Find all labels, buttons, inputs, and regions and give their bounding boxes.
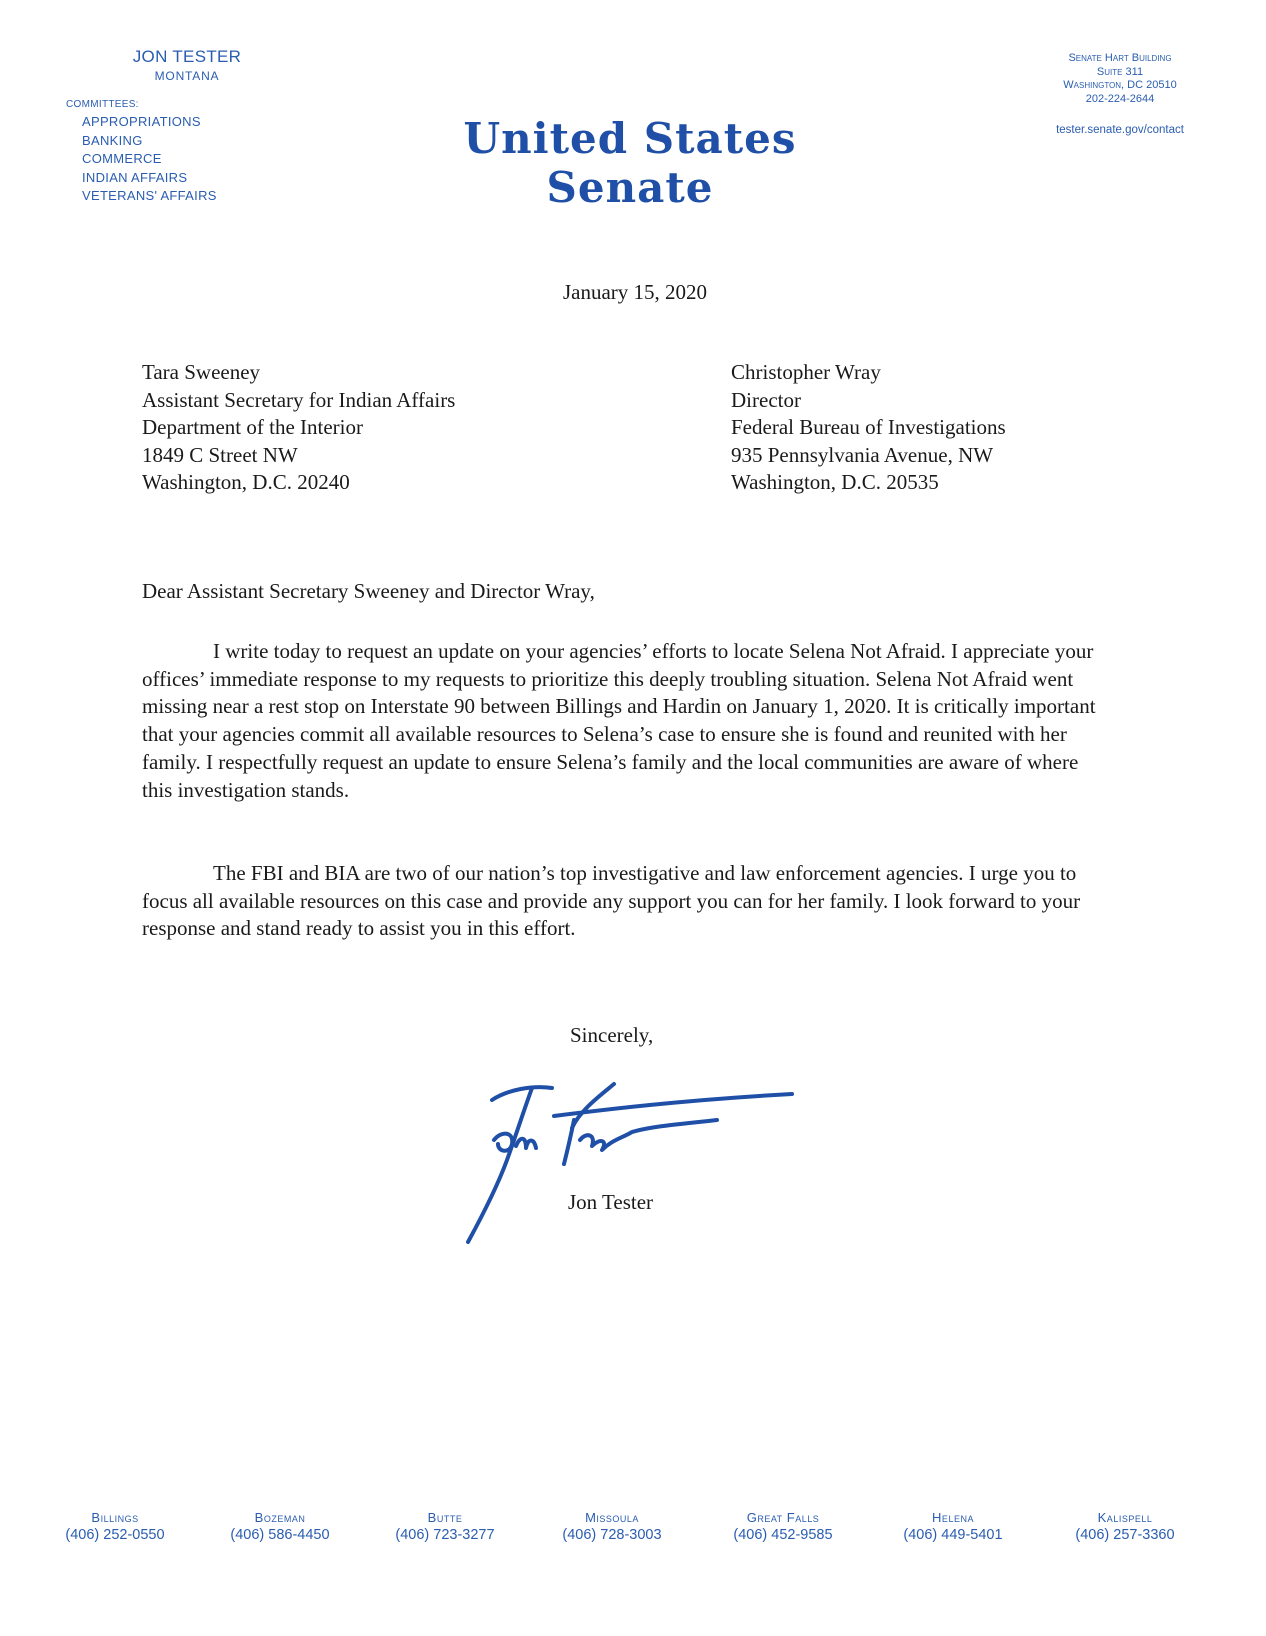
- committee-item: VETERANS' AFFAIRS: [82, 188, 217, 204]
- committee-item: INDIAN AFFAIRS: [82, 169, 188, 185]
- office-great-falls: [708, 1510, 858, 1543]
- office-city: Helena: [932, 1510, 974, 1525]
- closing: Sincerely,: [570, 1023, 654, 1047]
- committees-label: COMMITTEES:: [66, 99, 139, 110]
- recipient-address-right: [731, 359, 1006, 497]
- office-city: Butte: [427, 1510, 463, 1525]
- address-line: Tara Sweeney: [142, 360, 261, 384]
- committee-item: APPROPRIATIONS: [82, 114, 201, 129]
- office-city: Billings: [91, 1510, 139, 1525]
- office-helena: [878, 1510, 1028, 1543]
- address-line: Washington, D.C. 20240: [142, 470, 350, 495]
- office-phone: (406) 252-0550: [65, 1527, 165, 1543]
- office-phone: (406) 449-5401: [903, 1527, 1003, 1543]
- address-line: Washington, D.C. 20535: [731, 470, 939, 495]
- address-line: Federal Bureau of Investigations: [731, 415, 1006, 440]
- office-phone: (406) 257-3360: [1075, 1527, 1175, 1543]
- address-line: Assistant Secretary for Indian Affairs: [142, 387, 456, 412]
- address-line: Christopher Wray: [731, 360, 881, 384]
- office-city: Missoula: [585, 1510, 639, 1525]
- office-phone: (406) 728-3003: [562, 1527, 662, 1543]
- address-line: 1849 C Street NW: [142, 442, 298, 467]
- committees-list: [82, 113, 217, 206]
- senate-wordmark: United States Senate: [463, 114, 797, 212]
- senator-name: JON TESTER: [132, 47, 242, 66]
- office-missoula: [537, 1510, 687, 1543]
- office-phone: (406) 586-4450: [230, 1527, 330, 1543]
- body-paragraph: The FBI and BIA are two of our nation’s top investigative and law enforcement agencies. I urge you to focus all available resources on this case and provide any support you can for her family. I look forward to your response and stand ready to assist you in this effort.: [142, 861, 1081, 941]
- body-paragraph: I write today to request an update on your agencies’ efforts to locate Selena Not Afraid. I appreciate your offices’ immediate response to my requests to prioritize this deeply troubling situation. Selena Not Afraid went missing near a rest stop on Interstate 90 between Billings and Hardin on January 1, 2020. It is critically important that your agencies commit all available resources to Selena’s case to ensure she is found and reunited with her family. I respectfully request an update to ensure Selena’s family and the local communities are aware of where this investigation stands.: [142, 639, 1096, 802]
- recipient-address-left: [142, 359, 455, 497]
- signature-icon: [462, 1080, 822, 1260]
- office-phone: (406) 723-3277: [395, 1527, 495, 1543]
- address-line: 935 Pennsylvania Avenue, NW: [731, 442, 994, 467]
- office-billings: [40, 1510, 190, 1543]
- office-address-line: Washington, DC 20510: [1063, 79, 1177, 91]
- senator-state: MONTANA: [154, 69, 220, 83]
- office-address-line: Suite 311: [1096, 65, 1144, 78]
- committee-item: BANKING: [82, 132, 143, 148]
- salutation: Dear Assistant Secretary Sweeney and Director Wray,: [142, 579, 595, 603]
- signer-name: Jon Tester: [568, 1190, 654, 1214]
- office-locations: [40, 1510, 1240, 1570]
- letter-date: January 15, 2020: [562, 280, 708, 304]
- office-butte: [370, 1510, 520, 1543]
- committee-item: COMMERCE: [82, 151, 162, 167]
- office-city: Bozeman: [254, 1510, 306, 1525]
- address-line: Department of the Interior: [142, 415, 363, 440]
- office-bozeman: [205, 1510, 355, 1543]
- contact-url[interactable]: tester.senate.gov/contact: [1056, 124, 1184, 136]
- office-city: Kalispell: [1097, 1510, 1153, 1525]
- office-address-line: Senate Hart Building: [1068, 52, 1172, 64]
- office-city: Great Falls: [746, 1510, 820, 1525]
- office-phone: (406) 452-9585: [733, 1527, 833, 1543]
- address-line: Director: [731, 387, 801, 412]
- office-kalispell: [1050, 1510, 1200, 1543]
- office-phone: 202-224-2644: [1085, 92, 1155, 105]
- office-address: [1030, 52, 1210, 106]
